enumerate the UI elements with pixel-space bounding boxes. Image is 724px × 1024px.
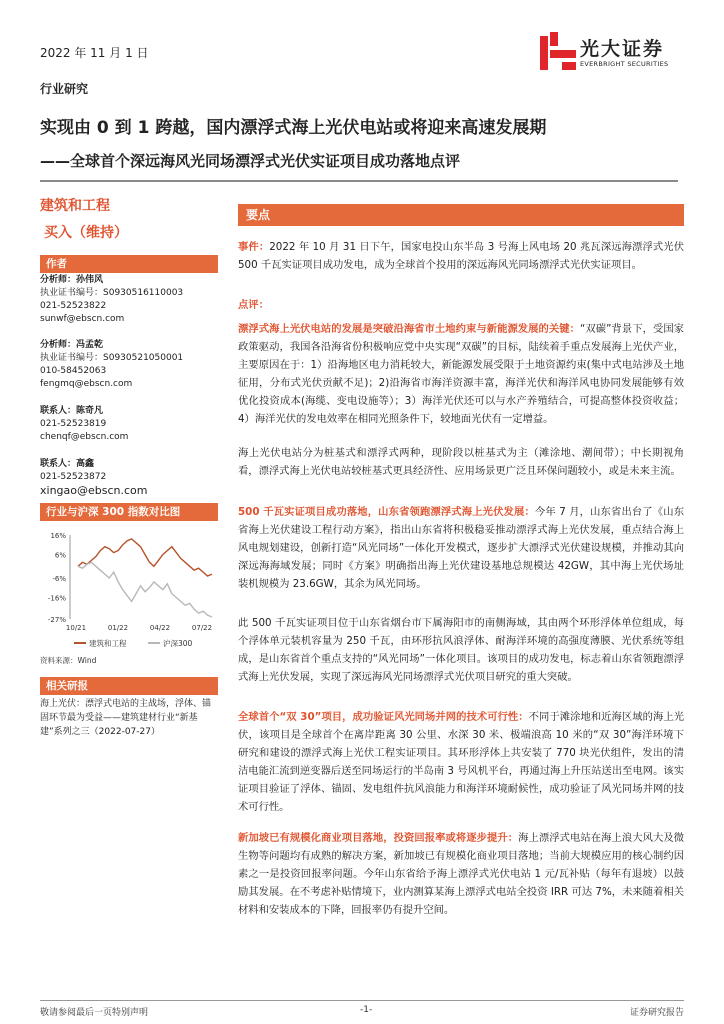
report-type: 行业研究 bbox=[40, 82, 89, 96]
logo-mark-icon bbox=[540, 32, 576, 70]
sector-name: 建筑和工程 bbox=[40, 198, 110, 214]
contact-name: 联系人：陈奇凡 bbox=[40, 406, 104, 416]
related-report-link[interactable]: 海上光伏：漂浮式电站的主战场，浮体、锚固环节最为受益——建筑建材行业“新基建”系列之三（2022-07-27） bbox=[40, 699, 212, 737]
related-header: 相关研报 bbox=[40, 677, 218, 695]
analyst-phone: 010-58452063 bbox=[40, 366, 107, 376]
paragraph-1-highlight: 漂浮式海上光伏电站的发展是突破沿海省市土地约束与新能源发展的关键： bbox=[238, 323, 580, 335]
page-number: -1- bbox=[360, 1005, 373, 1015]
paragraph-6-highlight: 新加坡已有规模化商业项目落地，投资回报率或将逐步提升： bbox=[238, 832, 519, 844]
x-tick-label: 04/22 bbox=[149, 624, 171, 632]
chart-source: 资料来源：Wind bbox=[40, 656, 97, 665]
analyst-email[interactable]: fengmq@ebscn.com bbox=[40, 379, 133, 389]
series-line-csi300 bbox=[78, 562, 212, 617]
paragraph-1 bbox=[238, 320, 684, 429]
footer-disclaimer[interactable]: 敬请参阅最后一页特别声明 bbox=[40, 1008, 149, 1018]
logo-english-text: EVERBRIGHT SECURITIES bbox=[580, 60, 669, 68]
series-line-sector bbox=[78, 539, 212, 576]
paragraph-6 bbox=[238, 829, 684, 919]
analyst-name: 分析师：孙伟风 bbox=[40, 275, 104, 285]
paragraph-4 bbox=[238, 614, 684, 686]
x-tick-label: 10/21 bbox=[65, 624, 87, 632]
analyst-block bbox=[40, 339, 183, 391]
analyst-email[interactable]: sunwf@ebscn.com bbox=[40, 314, 125, 324]
analyst-phone: 021-52523822 bbox=[40, 301, 107, 311]
legend-label: 沪深300 bbox=[163, 639, 193, 648]
report-subtitle: ——全球首个深远海风光同场漂浮式光伏实证项目成功落地点评 bbox=[40, 152, 461, 170]
analyst-name: 分析师：冯孟乾 bbox=[40, 340, 104, 350]
y-tick-label: -16% bbox=[47, 594, 66, 603]
y-tick-label: 6% bbox=[54, 551, 66, 560]
paragraph-3-highlight: 500 千瓦实证项目成功落地，山东省领跑漂浮式海上光伏发展： bbox=[238, 506, 535, 518]
paragraph-3-text: 今年 7 月，山东省出台了《山东省海上光伏建设工程行动方案》，指出山东省将积极稳妥推动漂浮式海上光伏发展，重点结合海上风电规划建设，创新打造“风光同场”一体化开发模式，逐步扩大漂浮式光伏建设规模，并推动其向深远海海域发展；同时《方案》明确指出海上光伏建设基地总规模达 42GW，其中海上光伏场址装机规模为 23.6GW，其余为风光同场。 bbox=[238, 506, 684, 591]
x-tick-label: 01/22 bbox=[107, 624, 129, 632]
paragraph-5-highlight: 全球首个“双 30”项目，成功验证风光同场并网的技术可行性： bbox=[238, 711, 529, 723]
paragraph-5 bbox=[238, 708, 684, 817]
event-label: 事件： bbox=[238, 241, 270, 253]
contact-email[interactable]: xingao@ebscn.com bbox=[40, 484, 148, 497]
event-paragraph bbox=[238, 238, 684, 274]
title-divider bbox=[40, 180, 678, 182]
y-tick-label: 16% bbox=[50, 532, 66, 540]
report-date: 2022 年 11 月 1 日 bbox=[40, 46, 149, 60]
footer-divider bbox=[40, 1000, 684, 1001]
paragraph-1-text: “双碳”背景下，受国家政策驱动，我国各沿海省份积极响应党中央实现“双碳”的目标，陆续着手重点发展海上光伏产业，主要原因在于：1）沿海地区电力消耗较大，新能源发展受限于土地资源约束(集中式电站涉及土地征用，分布式光伏贡献不足)；2)沿海省市海洋资源丰富，海洋光伏和海洋风电协同发展能够有效优化投资成本(海缆、变电设施等）；3）海洋光伏还可以与水产养殖结合，可提高整体投资收益；4）海洋光伏的发电效率在相同光照条件下，较地面光伏有一定增益。 bbox=[238, 323, 685, 426]
analyst-cert: 执业证书编号：S0930521050001 bbox=[40, 353, 184, 363]
contact-block bbox=[40, 458, 147, 497]
contact-phone: 021-52523872 bbox=[40, 472, 107, 482]
comparison-chart bbox=[40, 527, 220, 651]
paragraph-5-text: 不同于滩涂地和近海区域的海上光伏，该项目是全球首个在离岸距离 30 公里、水深 30 米、极端浪高 10 米的“双 30”海洋环境下研究和建设的漂浮式海上光伏工程实证项目。其环形浮体上共安装了 770 块光伏组件，发出的清洁电能汇流到逆变器后送至同场运行的半岛南 3 号风机平台，再通过海上升压站送出至电网。该实证项目验证了浮体、锚固、发电组件抗风浪能力和海洋环境耐候性，成功验证了风光同场并网的技术可行性。 bbox=[238, 711, 684, 814]
key-points-header: 要点 bbox=[238, 204, 684, 226]
analyst-cert: 执业证书编号：S0930516110003 bbox=[40, 288, 184, 298]
paragraph-2-text: 海上光伏电站分为桩基式和漂浮式两种，现阶段以桩基式为主（滩涂地、潮间带）；中长期视角看，漂浮式海上光伏电站较桩基式更具经济性、应用场景更广泛且环保问题较小，或是未来主流。 bbox=[238, 447, 684, 478]
paragraph-6-text: 海上漂浮式电站在海上浪大风大及微生物等问题均有成熟的解决方案，新加坡已有规模化商业项目落地；当前大规模应用的核心制约因素之一是投资回报率问题。今年山东省给予海上漂浮式光伏电站 1 元/瓦补贴（每年有退坡）以鼓励其发展。在不考虑补贴情境下，业内测算某海上漂浮式电站全投资 IRR 可达 7%，未来随着相关材料和安装成本的下降，回报率仍有提升空间。 bbox=[238, 832, 684, 917]
event-text: 2022 年 10 月 31 日下午，国家电投山东半岛 3 号海上风电场 20 兆瓦深远海漂浮式光伏 500 千瓦实证项目成功发电，成为全球首个投用的深远海风光同场漂浮式光伏实证项目。 bbox=[238, 241, 684, 272]
contact-name: 联系人：高鑫 bbox=[40, 459, 95, 469]
authors-header: 作者 bbox=[40, 255, 218, 273]
legend-label: 建筑和工程 bbox=[89, 639, 127, 648]
analyst-block bbox=[40, 274, 183, 326]
logo-text: 光大证券 bbox=[580, 38, 665, 60]
rating: 买入（维持） bbox=[44, 225, 128, 241]
chart-header: 行业与沪深 300 指数对比图 bbox=[40, 503, 218, 521]
y-tick-label: -27% bbox=[47, 616, 66, 624]
x-tick-label: 07/22 bbox=[191, 624, 213, 632]
contact-block bbox=[40, 405, 128, 444]
paragraph-4-text: 此 500 千瓦实证项目位于山东省烟台市下属海阳市的南侧海域，其由两个环形浮体单位组成，每个浮体单元装机容量为 250 千瓦，由环形抗风浪浮体、耐海洋环境的高强度薄膜、光伏系统等组成，是山东省首个重点支持的“风光同场”一体化项目。该项目的成功发电，标志着山东省领跑漂浮式海上光伏发展，实现了深远海风光同场漂浮式光伏项目研究的重大突破。 bbox=[238, 617, 684, 684]
y-tick-label: -6% bbox=[52, 574, 66, 583]
footer-report-type: 证券研究报告 bbox=[630, 1008, 685, 1018]
paragraph-2 bbox=[238, 444, 684, 480]
report-title: 实现由 0 到 1 跨越，国内漂浮式海上光伏电站或将迎来高速发展期 bbox=[40, 118, 547, 138]
contact-email[interactable]: chenqf@ebscn.com bbox=[40, 432, 129, 442]
paragraph-3 bbox=[238, 503, 684, 593]
contact-phone: 021-52523819 bbox=[40, 419, 107, 429]
comment-label: 点评： bbox=[238, 299, 269, 311]
